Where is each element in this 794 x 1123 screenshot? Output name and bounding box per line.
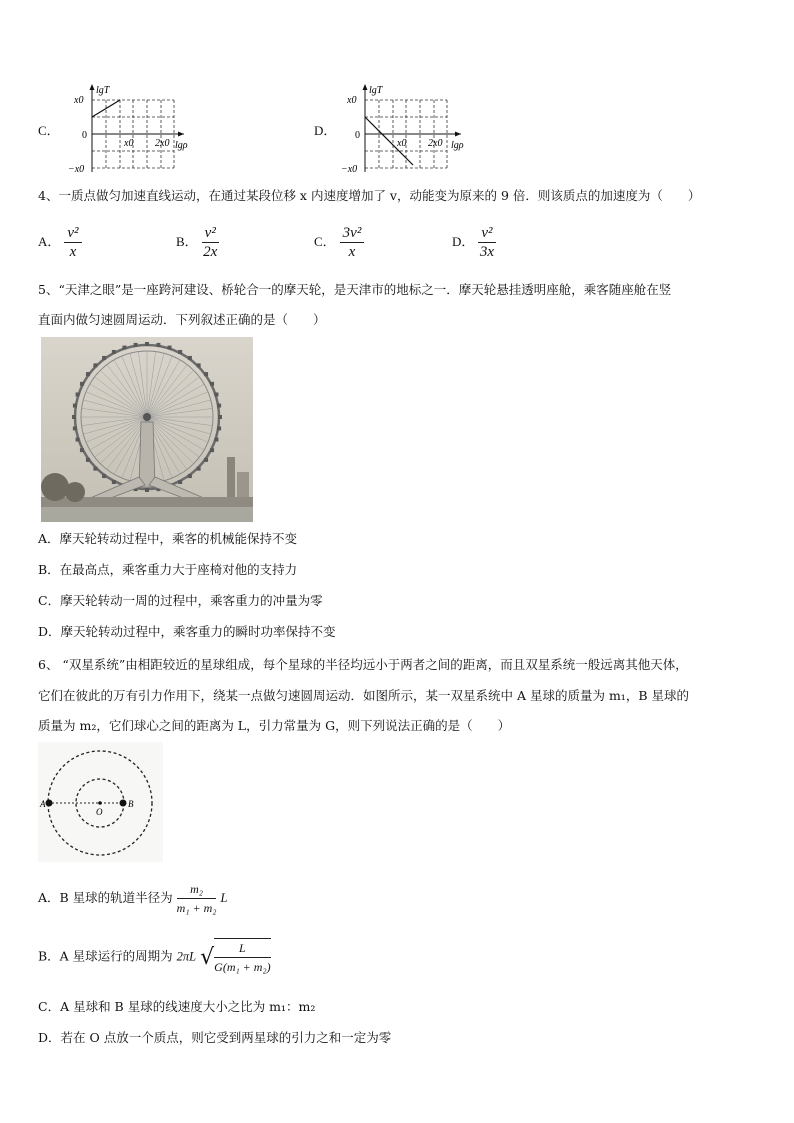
graph-c-ytick-0: 0	[82, 130, 87, 141]
wheel-cabin	[214, 438, 218, 442]
wheel-cabin	[217, 404, 221, 408]
ferris-wheel-photo	[41, 337, 253, 522]
q6-option-c: C．A 星球和 B 星球的线速度大小之比为 m₁：m₂	[38, 999, 316, 1014]
graph-c-xtick-1: x0	[124, 138, 134, 149]
q6-option-a: A．B 星球的轨道半径为 $\frac{\text{m₂}}{\text{m₁ + m₂}}$ L	[38, 882, 228, 915]
q4-option-b: B． $\frac{\text{v²}}{2x}$	[176, 225, 218, 260]
wheel-cabin	[197, 467, 201, 471]
graph-d-x-axis: lgρ	[451, 140, 464, 151]
wheel-cabin	[93, 467, 97, 471]
q6-stem-line1: 6、 “双星系统”由相距较近的星球组成，每个星球的半径均远小于两者之间的距离，而且双星系统一般远离其他天体，	[38, 657, 688, 672]
q4-option-c: C． $\frac{\text{3v²}}{x}$	[314, 224, 364, 261]
wheel-cabin	[76, 438, 80, 442]
wheel-cabin	[168, 346, 172, 350]
q5-option-c: C．摩天轮转动一周的过程中，乘客重力的冲量为零	[38, 593, 323, 608]
graph-c-y-axis: lgT	[96, 85, 110, 96]
wheel-cabin	[178, 480, 182, 484]
star-a-label: A	[40, 799, 46, 809]
wheel-cabin	[102, 474, 106, 478]
graph-d-xtick-1: x0	[397, 138, 407, 149]
wheel-cabin	[112, 480, 116, 484]
wheel-cabin	[80, 382, 84, 386]
graph-c-x-axis: lgρ	[175, 140, 188, 151]
wheel-cabin	[112, 350, 116, 354]
wheel-cabin	[80, 448, 84, 452]
wheel-cabin	[204, 372, 208, 376]
wheel-cabin	[218, 415, 222, 419]
q5-stem-line1: 5、“天津之眼”是一座跨河建设、桥轮合一的摩天轮，是天津市的地标之一．摩天轮悬挂透明座舱，乘客随座舱在竖	[38, 282, 672, 297]
q5-stem-line2: 直面内做匀速圆周运动．下列叙述正确的是（ ）	[38, 312, 326, 327]
q4-option-a: A． $\frac{\text{v²}}{x}$	[38, 224, 82, 261]
wheel-cabin	[76, 392, 80, 396]
wheel-cabin	[210, 382, 214, 386]
wheel-cabin	[210, 448, 214, 452]
wheel-cabin	[188, 356, 192, 360]
binary-star-diagram	[38, 742, 163, 862]
wheel-cabin	[86, 372, 90, 376]
wheel-cabin	[178, 350, 182, 354]
wheel-cabin	[122, 346, 126, 350]
graph-d-label: D．	[314, 123, 337, 138]
wheel-cabin	[188, 474, 192, 478]
graph-c-label: C．	[38, 123, 60, 138]
wheel-cabin	[73, 426, 77, 430]
wheel-cabin	[145, 488, 149, 492]
q4-stem: 4、一质点做匀加速直线运动，在通过某段位移 x 内速度增加了 v，动能变为原来的 9 倍．则该质点的加速度为（ ）	[38, 188, 701, 203]
wheel-cabin	[102, 356, 106, 360]
wheel-cabin	[86, 458, 90, 462]
graph-c-xtick-2: 2x0	[155, 138, 170, 149]
star-b-label: B	[128, 799, 134, 809]
wheel-cabin	[156, 343, 160, 347]
q4-option-d: D． $\frac{\text{v²}}{3x}$	[452, 225, 495, 260]
q6-stem-line3: 质量为 m₂，它们球心之间的距离为 L，引力常量为 G，则下列说法正确的是（ ）	[38, 718, 511, 733]
center-o-label: O	[96, 807, 103, 817]
wheel-cabin	[217, 426, 221, 430]
wheel-cabin	[204, 458, 208, 462]
wheel-cabin	[134, 343, 138, 347]
graph-d-ytick-neg: −x0	[341, 164, 358, 175]
wheel-cabin	[72, 415, 76, 419]
graph-d-xtick-2: 2x0	[428, 138, 443, 149]
wheel-cabin	[145, 342, 149, 346]
graph-d-y-axis: lgT	[369, 85, 383, 96]
wheel-cabin	[93, 363, 97, 367]
graph-c-ytick-neg: −x0	[68, 164, 85, 175]
q5-option-b: B．在最高点，乘客重力大于座椅对他的支持力	[38, 562, 298, 577]
wheel-cabin	[214, 392, 218, 396]
q5-option-a: A．摩天轮转动过程中，乘客的机械能保持不变	[38, 531, 298, 546]
q6-option-d: D．若在 O 点放一个质点，则它受到两星球的引力之和一定为零	[38, 1030, 392, 1045]
wheel-cabin	[73, 404, 77, 408]
graph-c-ytick-1: x0	[74, 95, 84, 106]
graph-c	[62, 80, 192, 175]
graph-d-ytick-0: 0	[355, 130, 360, 141]
graph-d	[335, 80, 475, 175]
q6-option-b: B．A 星球运行的周期为 2πL √ $\frac{L}{\text{G(m₁ + m₂)}}$	[38, 938, 271, 976]
q5-option-d: D．摩天轮转动过程中，乘客重力的瞬时功率保持不变	[38, 624, 336, 639]
q6-stem-line2: 它们在彼此的万有引力作用下，绕某一点做匀速圆周运动．如图所示，某一双星系统中 A 星球的质量为 m₁，B 星球的	[38, 688, 689, 703]
graph-d-ytick-1: x0	[347, 95, 357, 106]
wheel-cabin	[197, 363, 201, 367]
